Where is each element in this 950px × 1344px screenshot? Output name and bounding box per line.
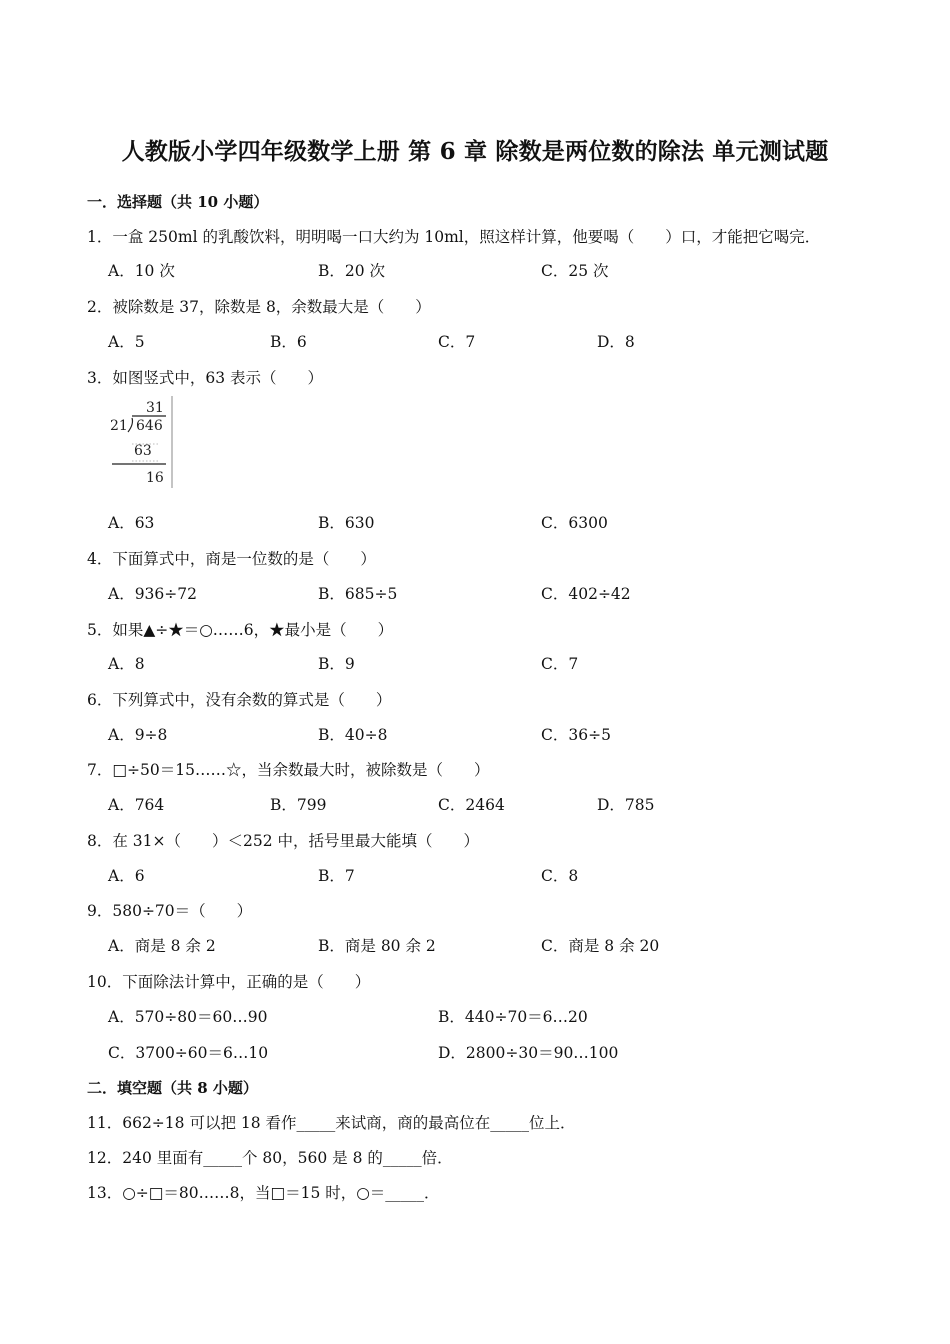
question-11-stem: 11．662÷18 可以把 18 看作_____来试商，商的最高位在_____位上．	[87, 1114, 576, 1132]
question-9-option-a: A．商是 8 余 2	[108, 937, 216, 955]
question-1-option-a: A．10 次	[108, 262, 175, 280]
question-7-option-d: D．785	[597, 796, 655, 814]
question-10-stem: 10．下面除法计算中，正确的是（ ）	[87, 973, 371, 991]
division-divisor: 21	[110, 418, 128, 434]
division-product: 63	[134, 443, 152, 459]
question-7-option-a: A．764	[108, 796, 165, 814]
question-2-option-a: A．5	[108, 333, 145, 351]
question-3-option-a: A．63	[108, 514, 155, 532]
question-3-option-c: C．6300	[541, 514, 608, 532]
question-2-option-b: B．6	[270, 333, 307, 351]
question-12-stem: 12．240 里面有_____个 80，560 是 8 的_____倍．	[87, 1149, 453, 1167]
question-8-option-b: B．7	[318, 867, 355, 885]
question-5-option-a: A．8	[108, 655, 145, 673]
question-1-option-b: B．20 次	[318, 262, 386, 280]
question-7-stem: 7．□÷50＝15……☆，当余数最大时，被除数是（ ）	[87, 761, 490, 779]
question-1-stem: 1．一盒 250ml 的乳酸饮料，明明喝一口大约为 10ml，照这样计算，他要喝（ ）口，才能把它喝完．	[87, 228, 821, 246]
question-7-option-c: C．2464	[438, 796, 505, 814]
question-2-option-c: C．7	[438, 333, 476, 351]
section-heading-choice: 一．选择题（共 10 小题）	[87, 193, 269, 211]
question-5-stem: 5．如果▲÷★＝○……6，★最小是（ ）	[87, 621, 394, 639]
question-6-option-b: B．40÷8	[318, 726, 388, 744]
question-2-stem: 2．被除数是 37，除数是 8，余数最大是（ ）	[87, 298, 431, 316]
division-quotient: 31	[146, 400, 164, 416]
question-3-option-b: B．630	[318, 514, 375, 532]
page-title: 人教版小学四年级数学上册 第 6 章 除数是两位数的除法 单元测试题	[121, 138, 829, 165]
question-4-option-b: B．685÷5	[318, 585, 398, 603]
question-4-stem: 4．下面算式中，商是一位数的是（ ）	[87, 550, 376, 568]
question-6-option-a: A．9÷8	[108, 726, 168, 744]
question-1-option-c: C．25 次	[541, 262, 609, 280]
question-5-option-b: B．9	[318, 655, 355, 673]
question-8-stem: 8．在 31×（ ）＜252 中，括号里最大能填（ ）	[87, 832, 480, 850]
division-dividend: 646	[136, 418, 163, 434]
question-9-option-c: C．商是 8 余 20	[541, 937, 660, 955]
question-8-option-c: C．8	[541, 867, 579, 885]
question-5-option-c: C．7	[541, 655, 579, 673]
question-3-stem: 3．如图竖式中，63 表示（ ）	[87, 369, 324, 387]
question-13-stem: 13．○÷□＝80……8，当□＝15 时，○＝_____．	[87, 1184, 440, 1202]
question-10-option-b: B．440÷70＝6…20	[438, 1008, 588, 1026]
question-8-option-a: A．6	[108, 867, 145, 885]
section-heading-fill-in: 二．填空题（共 8 小题）	[87, 1079, 258, 1097]
question-4-option-a: A．936÷72	[108, 585, 197, 603]
question-10-option-c: C．3700÷60＝6…10	[108, 1044, 269, 1062]
question-10-option-d: D．2800÷30＝90…100	[438, 1044, 619, 1062]
question-6-option-c: C．36÷5	[541, 726, 611, 744]
question-2-option-d: D．8	[597, 333, 635, 351]
question-6-stem: 6．下列算式中，没有余数的算式是（ ）	[87, 691, 392, 709]
question-4-option-c: C．402÷42	[541, 585, 631, 603]
division-remainder: 16	[146, 470, 164, 486]
question-9-stem: 9．580÷70＝（ ）	[87, 902, 253, 920]
question-7-option-b: B．799	[270, 796, 327, 814]
long-division-figure	[108, 396, 174, 488]
question-10-option-a: A．570÷80＝60…90	[108, 1008, 268, 1026]
division-bracket	[128, 418, 133, 432]
question-9-option-b: B．商是 80 余 2	[318, 937, 436, 955]
